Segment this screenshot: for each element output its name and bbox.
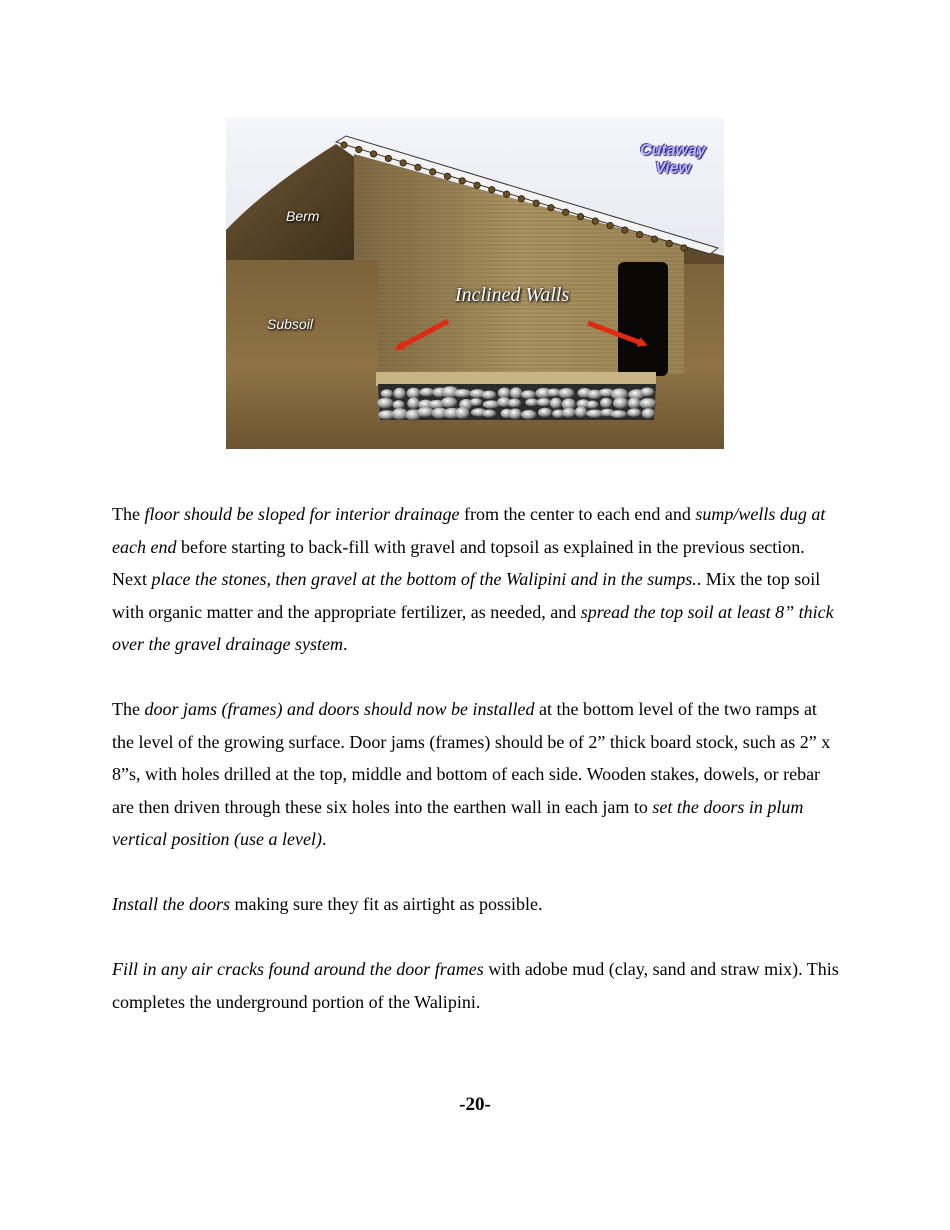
text-run: from the center to each end and (459, 504, 696, 524)
cutaway-view-label (618, 142, 728, 178)
gravel-stone (482, 410, 496, 418)
inclined-walls-label: Inclined Walls (455, 284, 570, 306)
italic-text: sump/wells dug at each end (112, 504, 826, 557)
roof-fastener (444, 173, 450, 179)
paragraph-install-doors (112, 888, 842, 921)
roof-fastener (636, 231, 642, 237)
italic-text: floor should be sloped for interior drainage (144, 504, 460, 524)
gravel-stone (550, 398, 562, 409)
topsoil-layer (376, 372, 656, 386)
gravel-stone (441, 397, 457, 408)
roof-fastener (651, 236, 657, 242)
text-run: . (342, 634, 348, 654)
gravel-stone (407, 397, 420, 409)
gravel-stone (525, 398, 538, 406)
roof-fastener (548, 204, 554, 210)
berm-label: Berm (286, 208, 320, 224)
door-opening (618, 262, 668, 376)
gravel-stone (613, 397, 628, 409)
roof-fastener (341, 142, 347, 148)
roof-fastener (459, 178, 465, 184)
roof-fastener (622, 227, 628, 233)
text-run: making sure they fit as airtight as possible. (230, 894, 543, 914)
italic-text: Fill in any air cracks found around the door frames (112, 959, 484, 979)
roof-fastener (474, 182, 480, 188)
cutaway-label-line2: View (655, 160, 691, 177)
gravel-stone (628, 397, 641, 409)
italic-text: door jams (frames) and doors should now be installed (144, 699, 535, 719)
gravel-stone (521, 410, 537, 420)
gravel-stone (510, 387, 522, 399)
gravel-stone (455, 407, 470, 419)
text-run: . (321, 829, 327, 849)
paragraph-floor-drainage (112, 498, 842, 661)
roof-fastener (400, 160, 406, 166)
gravel-stone (610, 410, 627, 418)
roof-fastener (503, 191, 509, 197)
gravel-stone (393, 400, 405, 409)
roof-fastener (489, 187, 495, 193)
subsoil-label: Subsoil (267, 316, 313, 332)
gravel-stone (521, 390, 536, 399)
gravel-stone (562, 408, 576, 418)
roof-fastener (666, 240, 672, 246)
gravel-stones (377, 386, 656, 420)
gravel-stone (639, 398, 656, 409)
roof-fastener (592, 218, 598, 224)
text-run: . Mix the top soil with organic matter and the appropriate fertilizer, as needed, and (112, 569, 821, 622)
roof-fastener (370, 151, 376, 157)
cutaway-illustration (226, 118, 724, 449)
gravel-stone (537, 398, 551, 406)
gravel-stone (482, 390, 497, 399)
roof-fastener (533, 200, 539, 206)
gravel-stone (642, 408, 655, 419)
gravel-stone (377, 398, 393, 409)
italic-text: spread the top soil at least 8” thick over the gravel drainage system (112, 601, 834, 654)
text-run: The (112, 699, 145, 719)
gravel-stone (498, 387, 511, 398)
roof-fastener (563, 209, 569, 215)
gravel-stone (538, 408, 552, 418)
gravel-stone (470, 398, 482, 406)
text-run: with adobe mud (clay, sand and straw mix). This completes the underground portion of the Walipini. (112, 959, 839, 1012)
roof-fastener (356, 146, 362, 152)
text-run: before starting to back-fill with gravel and topsoil as explained in the previous section. Next (112, 536, 805, 589)
gravel-stone (600, 398, 612, 408)
gravel-stone (381, 389, 394, 398)
gravel-stone (393, 388, 405, 400)
gravel-stone (640, 387, 654, 396)
page-number: -20- (459, 1094, 491, 1115)
italic-text: place the stones, then gravel at the bottom of the Walipini and in the sumps. (151, 569, 697, 589)
roof-fastener (385, 155, 391, 161)
roof-fastener (429, 169, 435, 175)
roof-fastener (607, 222, 613, 228)
gravel-stone (586, 401, 598, 409)
paragraph-fill-cracks (112, 953, 842, 1018)
roof-fastener (415, 164, 421, 170)
gravel-stone (575, 407, 587, 418)
roof-fastener (518, 196, 524, 202)
gravel-stone (508, 408, 521, 419)
gravel-stone (558, 388, 574, 399)
text-run: at the bottom level of the two ramps at the level of the growing surface. Door jams (frames) should be of 2” thick board stock, such as 2” x 8”s, with holes drilled at the top, middle and bottom of each side. Wooden stakes, dowels, or rebar are then driven through these six holes into the earthen wall in each jam to (112, 699, 831, 817)
cutaway-label-line1: Cutaway (640, 142, 706, 159)
gravel-stone (627, 408, 641, 417)
roof-fastener (577, 213, 583, 219)
text-run: The (112, 504, 145, 524)
roof-fastener (681, 245, 687, 251)
gravel-stone (407, 388, 421, 399)
italic-text: Install the doors (112, 894, 231, 914)
italic-text: set the doors in plum vertical position (use a level) (112, 796, 804, 849)
gravel-stone (454, 389, 472, 398)
gravel-stone (419, 388, 434, 397)
gravel-stone (508, 398, 521, 407)
paragraph-door-jams (112, 693, 842, 856)
